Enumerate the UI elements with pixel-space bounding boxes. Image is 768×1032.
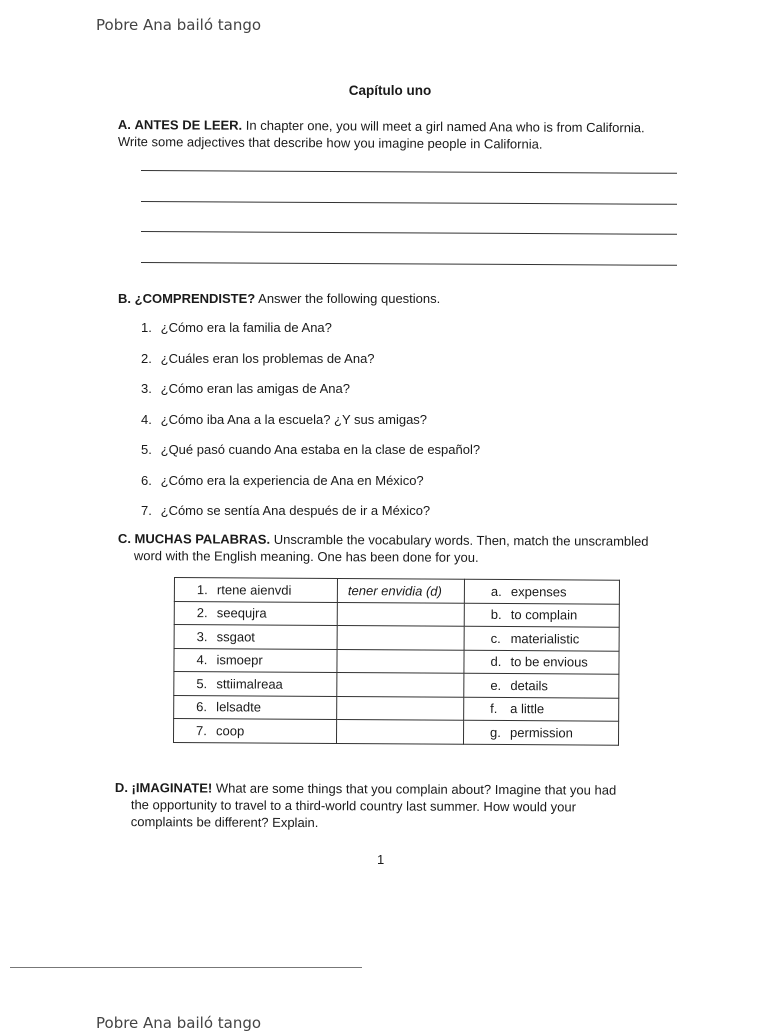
scrambled-word: ssgaot xyxy=(216,629,255,645)
question-text: ¿Qué pasó cuando Ana estaba en la clase de español? xyxy=(160,442,481,457)
scrambled-word: coop xyxy=(216,723,245,739)
meaning-text: materialistic xyxy=(510,630,580,647)
answer-lines xyxy=(141,170,677,292)
section-a-letter: A. xyxy=(117,116,131,133)
scrambled-word: sttiimalreaa xyxy=(216,676,283,692)
table-row xyxy=(174,601,619,627)
question-list xyxy=(141,319,641,533)
scrambled-cell xyxy=(174,601,337,625)
scrambled-cell xyxy=(174,672,337,696)
meaning-letter: g. xyxy=(490,724,501,740)
scrambled-cell xyxy=(174,648,337,672)
question-text: ¿Cómo eran las amigas de Ana? xyxy=(160,381,350,396)
question-item xyxy=(141,350,641,381)
meaning-text: details xyxy=(510,677,548,694)
section-c-instructions-line1: Unscramble the vocabulary words. Then, match the unscrambled xyxy=(273,531,649,549)
meaning-text: to complain xyxy=(510,607,578,623)
meaning-cell xyxy=(464,579,619,603)
question-item xyxy=(141,441,641,472)
section-d-prompt-line1: What are some things that you complain about? Imagine that you had xyxy=(215,780,617,798)
section-d-prompt-line2: the opportunity to travel to a third-world country last summer. How would your xyxy=(130,797,576,815)
question-number: 5. xyxy=(141,442,152,457)
scrambled-cell xyxy=(174,695,337,719)
table-row xyxy=(173,719,618,745)
section-b-letter: B. xyxy=(118,291,131,306)
answer-line[interactable] xyxy=(141,231,677,235)
scrambled-word: rtene aienvdi xyxy=(216,582,292,598)
meaning-text: to be envious xyxy=(510,654,588,670)
table-row xyxy=(174,672,619,698)
row-number: 2. xyxy=(196,605,208,621)
vocabulary-table xyxy=(173,577,620,745)
row-number: 4. xyxy=(196,652,208,668)
scrambled-cell xyxy=(174,578,337,602)
meaning-letter: d. xyxy=(490,654,502,670)
section-a-instructions-line1: In chapter one, you will meet a girl named Ana who is from California. xyxy=(245,117,645,136)
row-number: 1. xyxy=(196,581,208,597)
meaning-cell xyxy=(464,650,619,674)
answer-cell[interactable] xyxy=(337,602,464,626)
question-text: ¿Cómo iba Ana a la escuela? ¿Y sus amigas? xyxy=(160,411,428,427)
scrambled-word: seequjra xyxy=(216,605,267,621)
meaning-cell xyxy=(464,673,619,697)
running-header: Pobre Ana bailó tango xyxy=(96,16,262,34)
scrambled-word: ismoepr xyxy=(216,652,263,668)
meaning-text: a little xyxy=(510,701,545,717)
row-number: 7. xyxy=(196,722,207,738)
meaning-letter: b. xyxy=(490,607,502,623)
question-number: 7. xyxy=(141,503,152,518)
section-d-prompt-line3: complaints be different? Explain. xyxy=(130,814,319,831)
answer-cell[interactable] xyxy=(337,672,464,696)
question-text: ¿Cómo era la experiencia de Ana en México? xyxy=(160,472,424,488)
question-number: 6. xyxy=(141,472,152,488)
answer-cell[interactable] xyxy=(337,696,464,720)
scrambled-cell xyxy=(173,719,336,743)
row-number: 6. xyxy=(196,699,208,715)
meaning-text: expenses xyxy=(510,583,567,600)
question-item xyxy=(141,502,641,533)
question-text: ¿Cómo se sentía Ana después de ir a México? xyxy=(160,503,431,518)
question-number: 3. xyxy=(141,381,152,396)
section-c-title: MUCHAS PALABRAS. xyxy=(134,531,271,547)
footer-divider xyxy=(10,967,362,968)
section-b-instructions: Answer the following questions. xyxy=(258,291,441,306)
meaning-cell xyxy=(463,720,618,744)
section-c xyxy=(118,530,693,567)
question-number: 2. xyxy=(141,350,152,366)
question-text: ¿Cómo era la familia de Ana? xyxy=(160,320,332,335)
scrambled-word: lelsadte xyxy=(216,699,262,715)
meaning-cell xyxy=(464,697,619,721)
section-a-title: ANTES DE LEER. xyxy=(134,117,243,133)
section-d xyxy=(115,779,675,833)
question-item xyxy=(141,380,641,411)
table-row xyxy=(174,695,619,721)
question-item xyxy=(141,319,641,350)
section-a xyxy=(118,116,693,154)
page-number: 1 xyxy=(377,852,385,867)
table-row xyxy=(174,578,619,604)
answer-line[interactable] xyxy=(141,201,677,205)
section-b xyxy=(118,290,693,307)
meaning-text: permission xyxy=(510,724,573,741)
chapter-title: Capítulo uno xyxy=(348,83,432,98)
answer-line[interactable] xyxy=(141,262,677,266)
section-a-instructions-line2: Write some adjectives that describe how you imagine people in California. xyxy=(117,133,543,152)
meaning-cell xyxy=(464,603,619,627)
table-row xyxy=(174,625,619,651)
running-footer: Pobre Ana bailó tango xyxy=(96,1014,262,1032)
meaning-letter: f. xyxy=(490,701,498,717)
answer-cell[interactable] xyxy=(337,625,464,649)
question-number: 4. xyxy=(141,411,152,427)
row-number: 5. xyxy=(196,675,208,691)
meaning-letter: a. xyxy=(490,583,502,599)
section-d-letter: D. xyxy=(114,780,128,796)
question-number: 1. xyxy=(141,320,152,335)
meaning-cell xyxy=(464,626,619,650)
question-item xyxy=(141,472,641,503)
section-b-title: ¿COMPRENDISTE? xyxy=(134,291,256,306)
section-c-letter: C. xyxy=(117,531,131,547)
meaning-letter: c. xyxy=(490,630,501,646)
question-text: ¿Cuáles eran los problemas de Ana? xyxy=(160,350,375,366)
answer-cell[interactable]: tener envidia (d) xyxy=(337,578,464,602)
row-number: 3. xyxy=(196,628,208,644)
meaning-letter: e. xyxy=(490,677,502,693)
table-row xyxy=(174,648,619,674)
question-item xyxy=(141,411,641,442)
answer-cell[interactable] xyxy=(337,649,464,673)
scrambled-cell xyxy=(174,625,337,649)
answer-line[interactable] xyxy=(141,170,677,174)
section-d-title: ¡IMAGINATE! xyxy=(131,780,213,796)
section-c-instructions-line2: word with the English meaning. One has been done for you. xyxy=(133,548,479,565)
answer-cell[interactable] xyxy=(336,719,463,743)
